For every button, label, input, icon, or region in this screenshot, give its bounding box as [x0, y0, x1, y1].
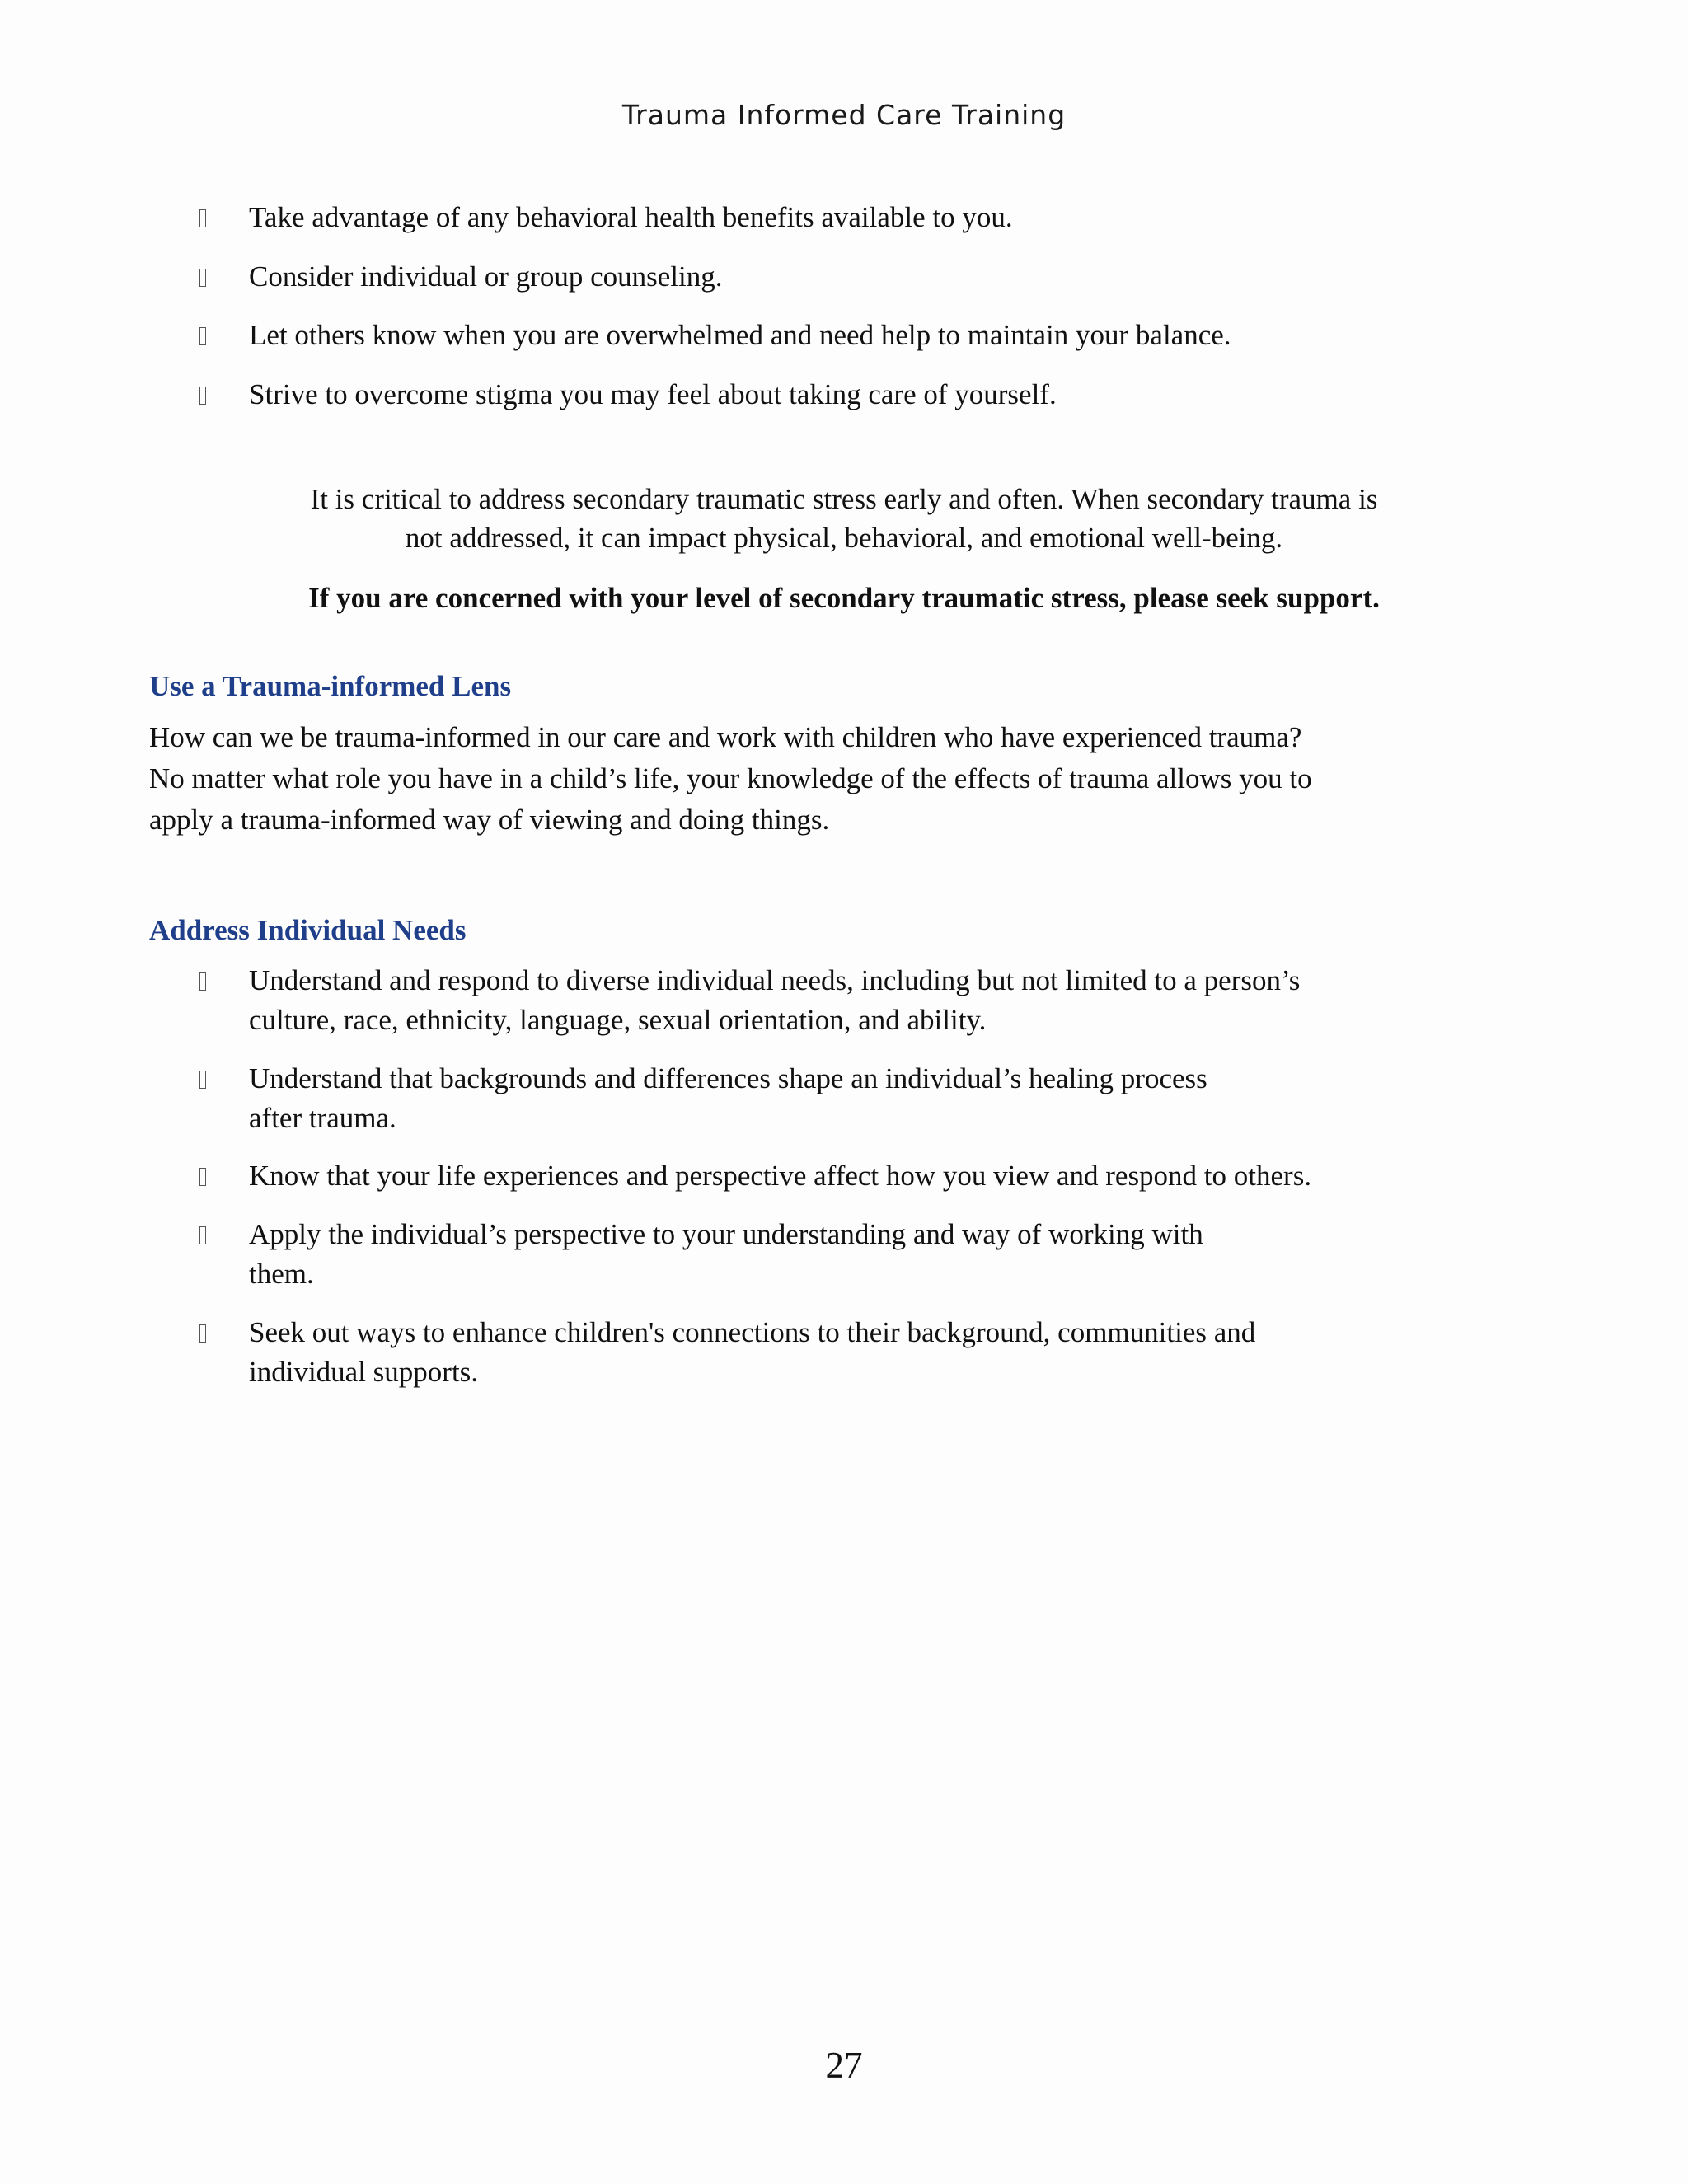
page-number: 27	[825, 2045, 863, 2086]
square-bullet-icon	[199, 1226, 206, 1244]
square-bullet-icon	[199, 387, 206, 405]
list-item-text: Know that your life experiences and perspective affect how you view and respond to others.	[249, 1160, 1312, 1192]
square-bullet-icon	[199, 1071, 206, 1089]
seek-support-note: If you are concerned with your level of secondary traumatic stress, please seek support.	[308, 582, 1380, 614]
paragraph-line: How can we be trauma-informed in our care and work with children who have experienced trauma?	[149, 721, 1302, 753]
list-item-text: culture, race, ethnicity, language, sexual orientation, and ability.	[249, 1004, 987, 1036]
list-item-text: Take advantage of any behavioral health benefits available to you.	[249, 201, 1013, 233]
lens-paragraph	[149, 717, 1522, 841]
list-item-text: Strive to overcome stigma you may feel about taking care of yourself.	[249, 378, 1057, 410]
list-item-text: Seek out ways to enhance children's connections to their background, communities and	[249, 1316, 1256, 1348]
square-bullet-icon	[199, 1168, 206, 1186]
list-item-text: Apply the individual’s perspective to your understanding and way of working with	[249, 1218, 1203, 1250]
list-item-text: them.	[249, 1258, 314, 1290]
list-item-text: Understand that backgrounds and differences shape an individual’s healing process	[249, 1062, 1207, 1094]
list-item-text: after trauma.	[249, 1102, 396, 1134]
paragraph-line: apply a trauma-informed way of viewing and doing things.	[149, 804, 830, 836]
paragraph-line: No matter what role you have in a child’s life, your knowledge of the effects of trauma allows you to	[149, 762, 1312, 794]
critical-note-line-1: It is critical to address secondary traumatic stress early and often. When secondary trauma is	[310, 483, 1378, 515]
lens-section-heading: Use a Trauma-informed Lens	[149, 670, 512, 702]
square-bullet-icon	[199, 972, 206, 991]
square-bullet-icon	[199, 209, 206, 227]
critical-note-line-2: not addressed, it can impact physical, behavioral, and emotional well-being.	[405, 522, 1283, 554]
square-bullet-icon	[199, 1324, 206, 1343]
list-item-text: Understand and respond to diverse individual needs, including but not limited to a person’s	[249, 964, 1301, 996]
list-item-text: Let others know when you are overwhelmed and need help to maintain your balance.	[249, 319, 1231, 351]
page-header: Trauma Informed Care Training	[621, 99, 1067, 131]
list-item-text: individual supports.	[249, 1356, 479, 1388]
needs-section-heading: Address Individual Needs	[149, 914, 467, 946]
square-bullet-icon	[199, 327, 206, 345]
square-bullet-icon	[199, 269, 206, 287]
list-item-text: Consider individual or group counseling.	[249, 260, 723, 293]
